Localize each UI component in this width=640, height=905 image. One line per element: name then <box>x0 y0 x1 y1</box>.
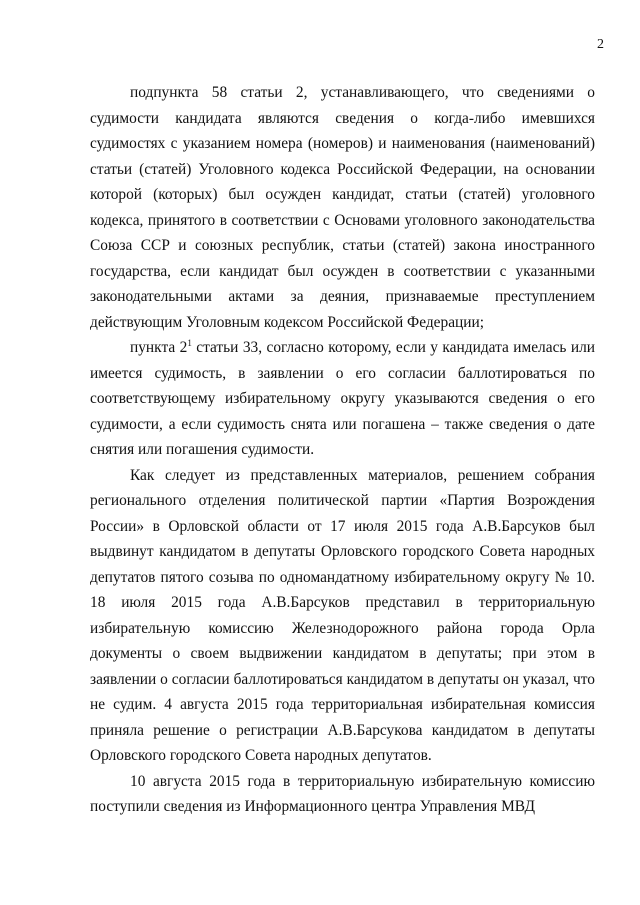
paragraph-august-10: 10 августа 2015 года в территориальную избирательную комиссию поступили сведения из Информационного центра Управления МВД <box>90 772 595 815</box>
page-number: 2 <box>597 37 604 52</box>
superscript-1: 1 <box>187 337 192 348</box>
paragraph-materials: Как следует из представленных материалов, решением собрания регионального отделения политической партии «Партия Возрождения России» в Орловской области от 17 июля 2015 года А.В.Барсуков был выдвинут кандидатом в депутаты Орловского городского Совета народных депутатов пятого созыва по одномандатному избирательному округу № 10. 18 июля 2015 года А.В.Барсуков представил в территориальную избирательную комиссию Железнодорожного района города Орла документы о своем выдвижении кандидатом в депутаты; при этом в заявлении о согласии баллотироваться кандидатом в депутаты он указал, что не судим. 4 августа 2015 года территориальная избирательная комиссия приняла решение о регистрации А.В.Барсукова кандидатом в депутаты Орловского городского Совета народных депутатов. <box>90 466 595 764</box>
paragraph-subparagraph-58: подпункта 58 статьи 2, устанавливающего, что сведениями о судимости кандидата являются сведения о когда-либо имевшихся судимостях с указанием номера (номеров) и наименования (наименований) статьи (статей) Уголовного кодекса Российской Федерации, на основании которой (которых) был осужден кандидат, статьи (статей) уголовного кодекса, принятого в соответствии с Основами уголовного законодательства Союза ССР и союзных республик, статьи (статей) закона иностранного государства, если кандидат был осужден в соответствии с указанными законодательными актами за деяния, признаваемые преступлением действующим Уголовным кодексом Российской Федерации; <box>90 84 595 331</box>
paragraph-point-2-1 <box>90 335 595 463</box>
paragraph-point-2-1-rest: статьи 33, согласно которому, если у кандидата имелась или имеется судимость, в заявлении о его согласии баллотироваться по соответствующему избирательному округу указываются сведения о его судимости, а если судимость снята или погашена – также сведения о дате снятия или погашения судимости. <box>90 339 595 458</box>
body-text <box>90 80 595 820</box>
paragraph-point-2-1-start: пункта 2 <box>130 339 188 356</box>
